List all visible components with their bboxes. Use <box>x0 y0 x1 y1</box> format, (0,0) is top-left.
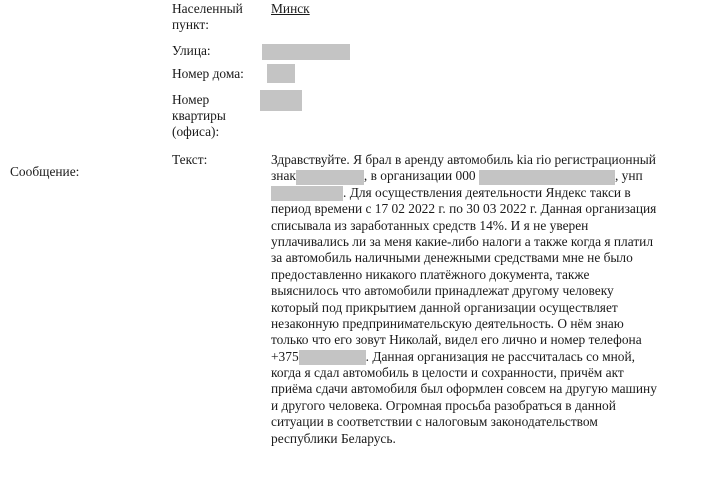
message-line <box>271 185 657 201</box>
text-fragment: , унп <box>614 168 643 184</box>
text-fragment: знак <box>271 168 296 184</box>
message-line: выяснилось что автомобили принадлежат другому человеку <box>271 283 614 299</box>
apartment-label-line: квартиры <box>172 108 226 123</box>
locality-label-line: пункт: <box>172 17 209 32</box>
locality-label-line: Населенный <box>172 1 243 16</box>
redacted-apartment <box>260 90 302 111</box>
message-line: и другого человека. Огромная просьба разобраться в данной <box>271 397 616 413</box>
message-line <box>271 168 657 184</box>
text-fragment: , в организации 000 <box>363 168 476 184</box>
text-label: Текст: <box>172 152 208 167</box>
message-text <box>271 152 657 447</box>
message-line: приёма сдачи автомобиля был оформлен совсем на другую машину <box>271 381 657 397</box>
message-line: списывала из заработанных средств 14%. И я не уверен <box>271 217 589 233</box>
message-line: незаконную предпринимательскую деятельность. О нём знаю <box>271 315 624 331</box>
street-label: Улица: <box>172 43 211 58</box>
text-fragment: +375 <box>271 348 299 364</box>
message-line: только что его зовут Николай, видел его лично и номер телефона <box>271 332 642 348</box>
message-line: период времени с 17 02 2022 г. по 30 03 2022 г. Данная организация <box>271 201 657 217</box>
redacted-phone <box>299 350 366 365</box>
message-line <box>271 349 657 365</box>
apartment-label <box>172 92 226 140</box>
redacted-organization <box>479 170 615 185</box>
message-section-label: Сообщение: <box>10 164 80 179</box>
message-line: предоставленно никакого платёжного документа, также <box>271 266 590 282</box>
message-line: Здравствуйте. Я брал в аренду автомобиль kia rio регистрационный <box>271 152 656 167</box>
message-line: который под прикрытием данной организации осуществляет <box>271 299 618 315</box>
message-line: ситуации в соответствии с налоговым законодательством <box>271 414 598 430</box>
locality-value: Минск <box>271 1 310 16</box>
message-line: уплачивались ли за меня какие-либо налоги а также когда я платил <box>271 233 654 249</box>
redacted-plate <box>296 170 364 185</box>
message-line: когда я сдал автомобиль в целости и сохранности, причём акт <box>271 365 624 381</box>
apartment-label-line: (офиса): <box>172 124 220 139</box>
text-fragment: . Для осуществления деятельности Яндекс такси в <box>343 184 631 200</box>
message-line: за автомобиль наличными денежными средствами мне не было <box>271 250 633 266</box>
redacted-street <box>262 44 350 60</box>
locality-label <box>172 1 243 33</box>
house-label: Номер дома: <box>172 66 244 81</box>
redacted-house <box>267 64 295 83</box>
redacted-unp <box>271 186 343 201</box>
apartment-label-line: Номер <box>172 92 210 107</box>
message-line: республики Беларусь. <box>271 430 396 446</box>
text-fragment: . Данная организация не рассчиталась со мной, <box>365 348 635 364</box>
